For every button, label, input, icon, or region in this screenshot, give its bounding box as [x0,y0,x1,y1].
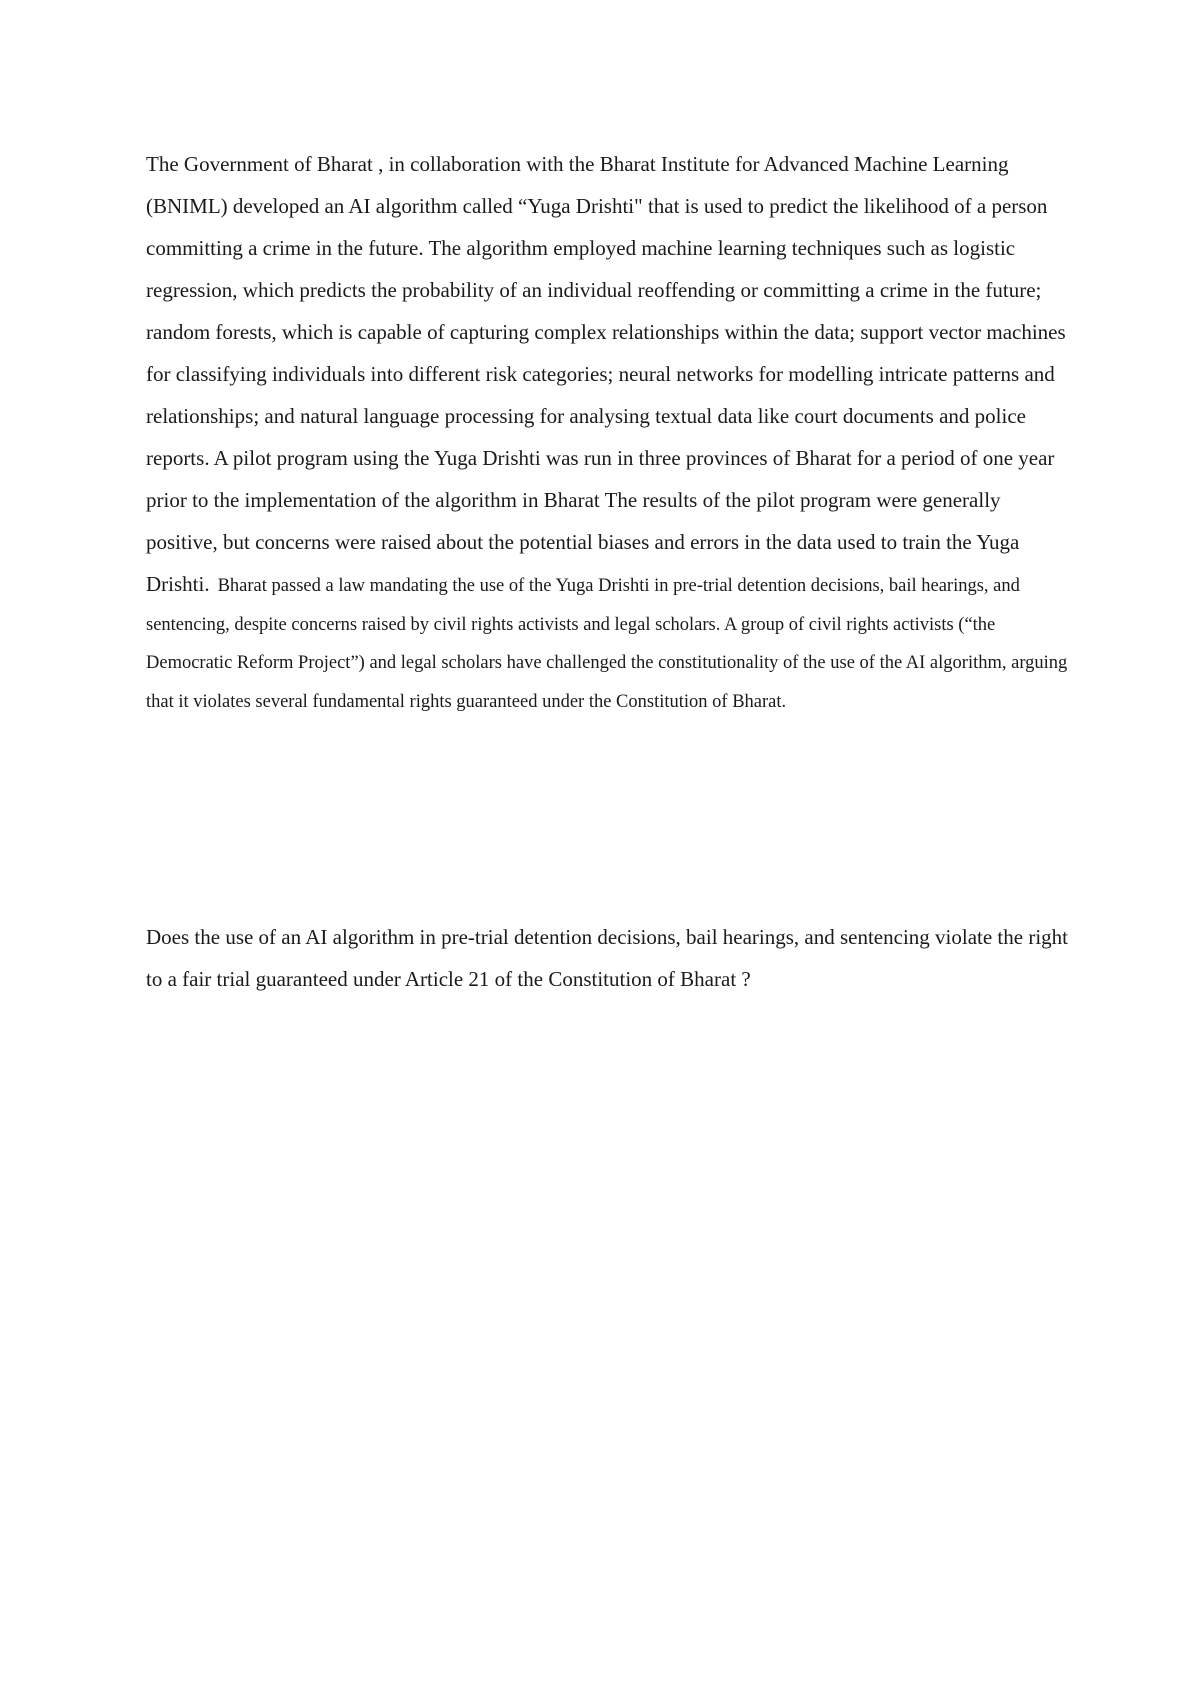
facts-text-law: Bharat passed a law mandating the use of the Yuga Drishti in pre-trial detention decisions, bail hearings, and sentencing, despite concerns raised by civil rights activists and legal scholars. A group of civil rights activists (“the Democratic Reform Project”) and legal scholars have challenged the constitutionality of the use of the AI algorithm, arguing that it violates several fundamental rights guaranteed under the Constitution of Bharat. [146,576,1068,712]
facts-paragraph [146,143,1076,721]
question-paragraph: Does the use of an AI algorithm in pre-trial detention decisions, bail hearings, and sentencing violate the right to a fair trial guaranteed under Article 21 of the Constitution of Bharat ? [146,925,1069,991]
facts-text-main: The Government of Bharat , in collaboration with the Bharat Institute for Advanced Machine Learning (BNIML) developed an AI algorithm called “Yuga Drishti" that is used to predict the likelihood of a person committing a crime in the future. The algorithm employed machine learning techniques such as logistic regression, which predicts the probability of an individual reoffending or committing a crime in the future; random forests, which is capable of capturing complex relationships within the data; support vector machines for classifying individuals into different risk categories; neural networks for modelling intricate patterns and relationships; and natural language processing for analysing textual data like court documents and police reports. A pilot program using the Yuga Drishti was run in three provinces of Bharat for a period of one year prior to the implementation of the algorithm in Bharat The results of the pilot program were generally positive, but concerns were raised about the potential biases and errors in the data used to train the Yuga Drishti. [146,152,1066,596]
